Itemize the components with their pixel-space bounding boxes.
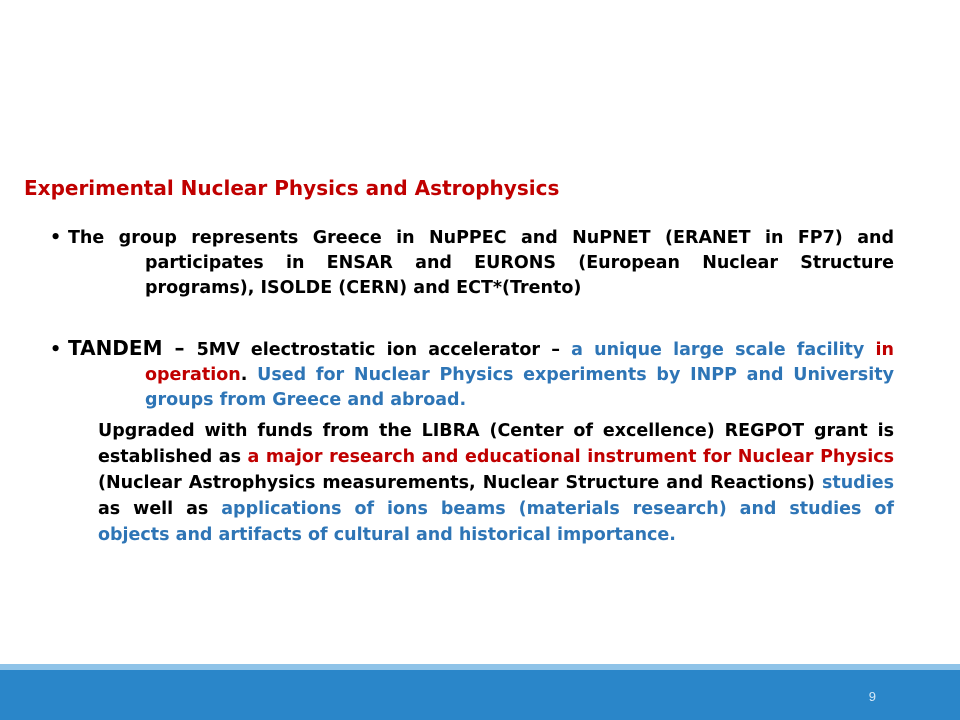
tandem-dash: – [162,336,197,360]
para-studies: studies [821,473,894,493]
footer-bar [0,670,960,720]
tandem-dash-2: – [540,340,572,360]
bullet-dot-icon: • [50,340,62,360]
bullet1-text: The group represents Greece in NuPPEC and NuPNET (ERANET in FP7) and participates in ENSAR and EURONS (European Nuclear Structure programs), ISOLDE (CERN) and ECT*(Trento) [68,228,894,298]
para-part3: as well as [98,499,222,519]
tandem-unique-facility: a unique large scale facility [571,340,865,360]
bullet-tandem [50,336,894,413]
tandem-period: . [240,365,258,385]
tandem-heading: TANDEM [68,336,163,360]
tandem-usage: Used for Nuclear Physics experiments by INPP and University groups from Greece and abroad. [145,365,894,410]
bullet-group-representation [50,226,894,301]
para-major-instrument: a major research and educational instrument for Nuclear Physics [247,447,894,467]
para-part1: Upgraded with funds from the LIBRA (Center of excellence) REGPOT grant is established as [98,421,894,467]
page-number: 9 [868,689,876,704]
bullet-dot-icon: • [50,228,62,248]
tandem-description: 5MV electrostatic ion accelerator [196,340,540,360]
tandem-in-operation: in operation [145,340,894,385]
slide-title: Experimental Nuclear Physics and Astrophysics [24,176,560,200]
para-applications: applications of ions beams (materials research) and studies of objects and artifacts of cultural and historical importance. [98,499,894,545]
upgrade-paragraph [98,418,894,548]
para-part2: (Nuclear Astrophysics measurements, Nuclear Structure and Reactions) [98,473,822,493]
